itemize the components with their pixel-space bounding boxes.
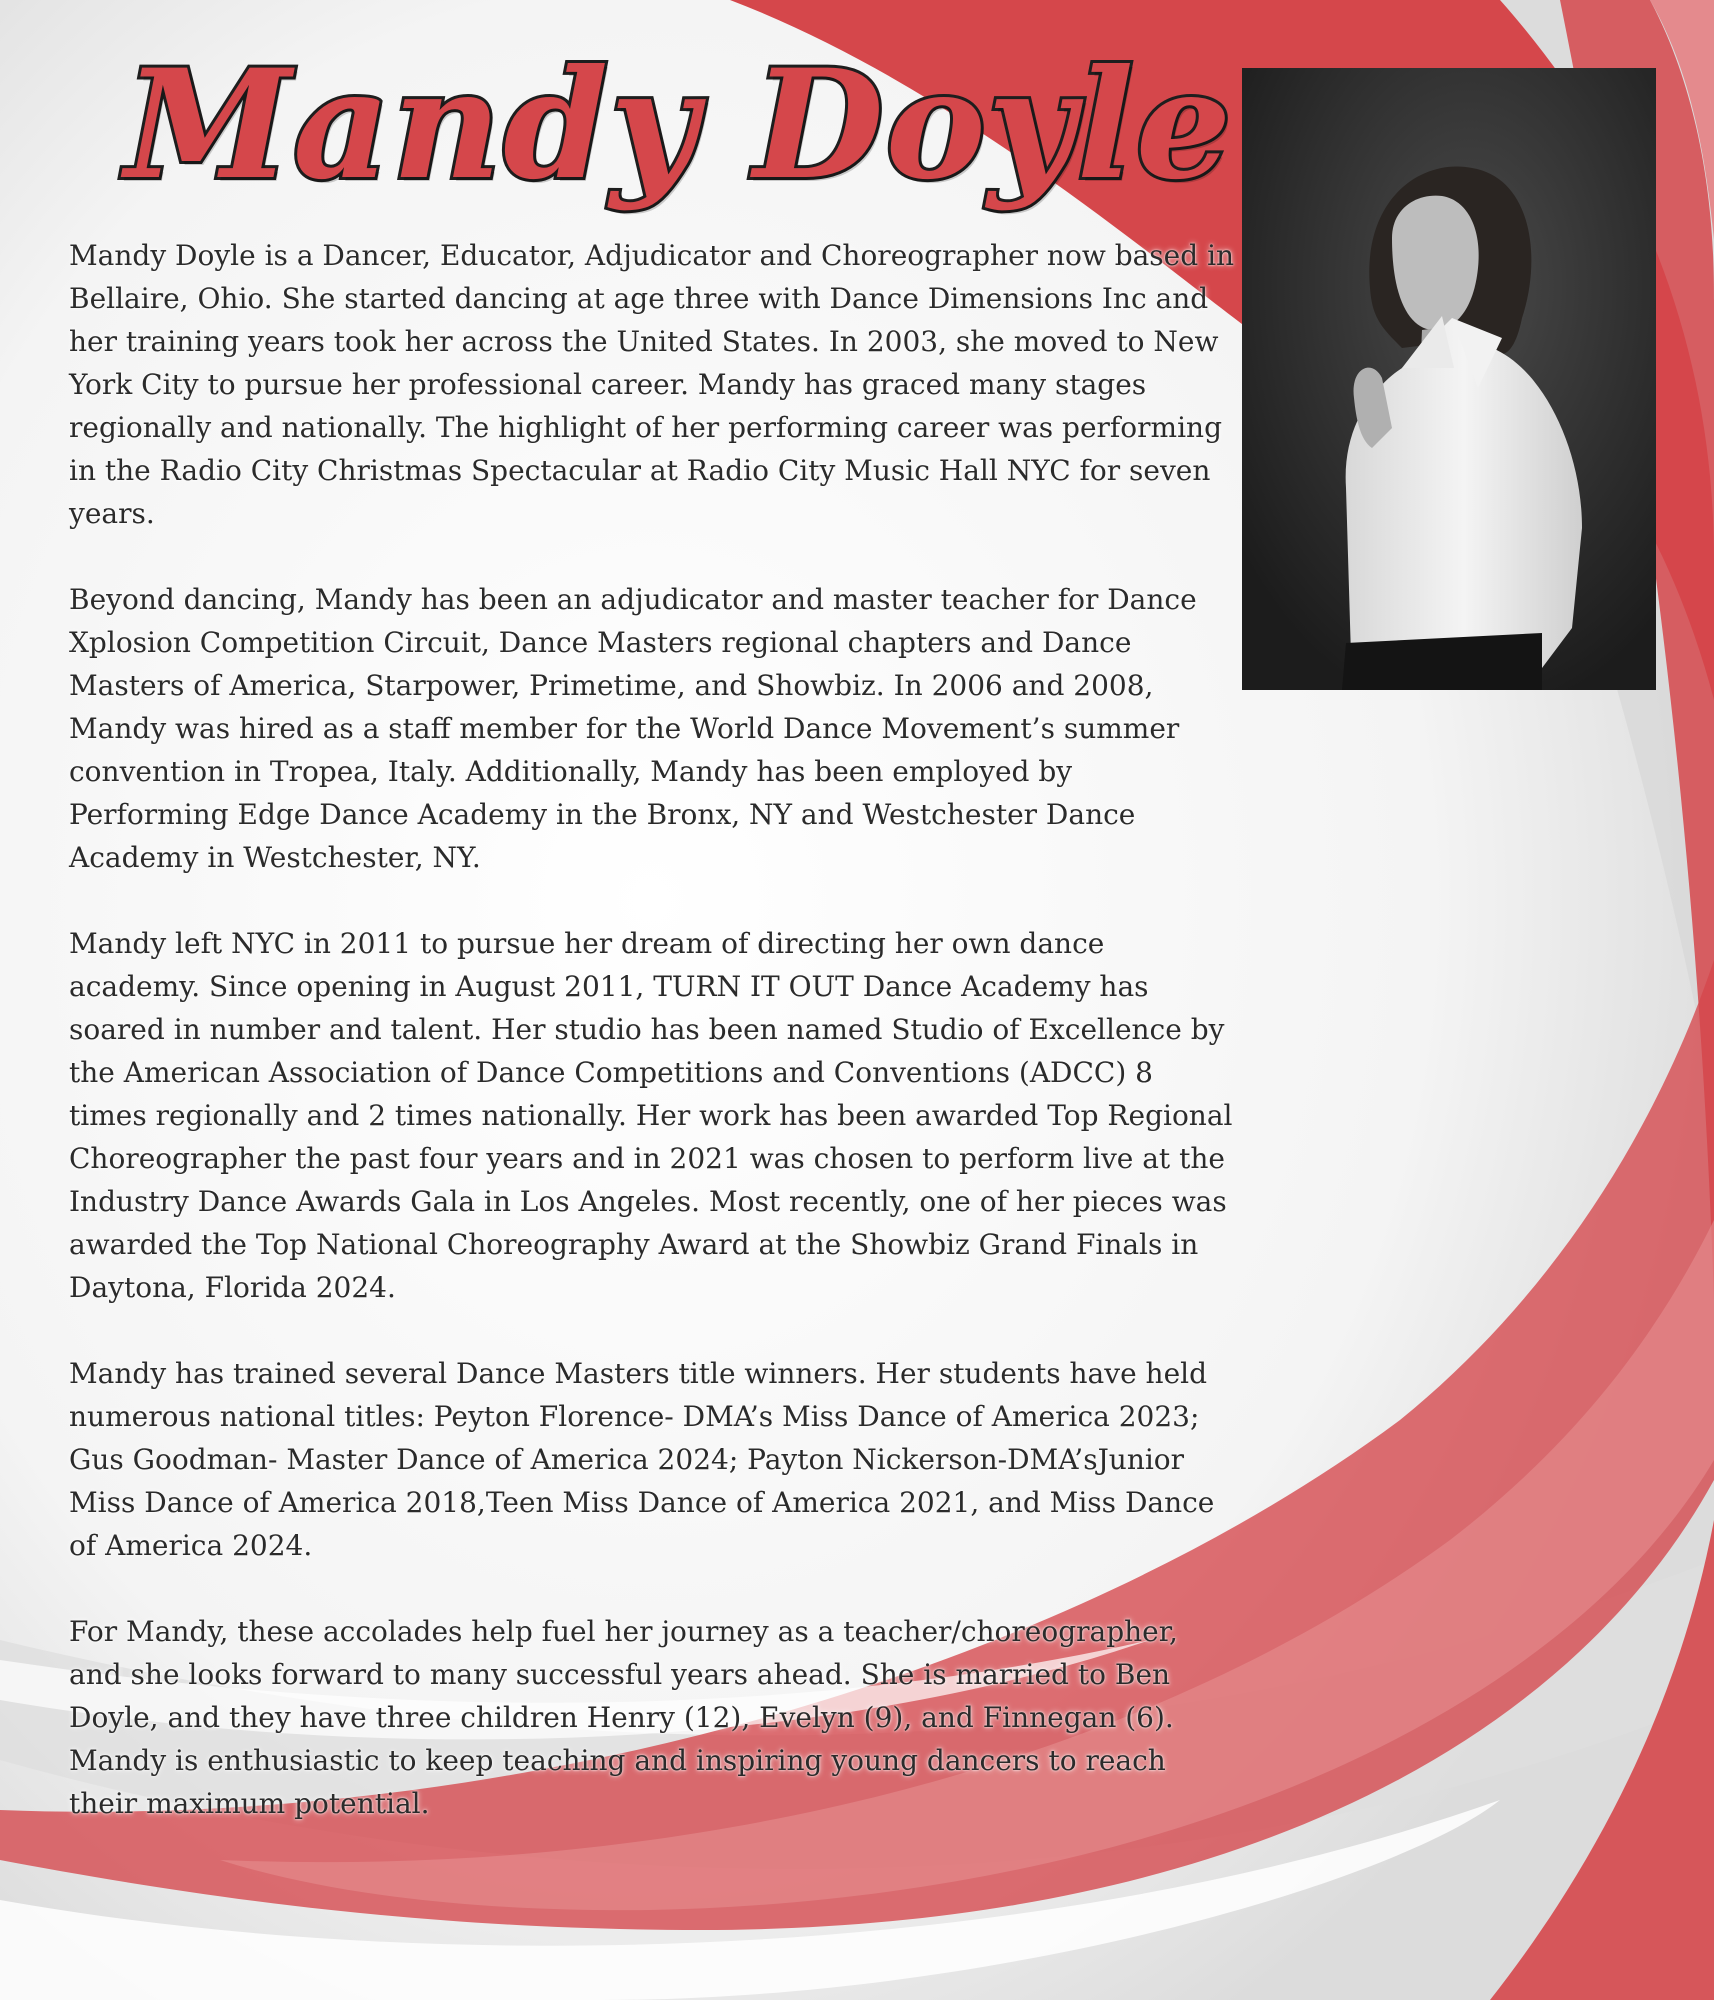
bio-text	[69, 234, 1239, 1825]
bio-paragraph: Mandy Doyle is a Dancer, Educator, Adjudicator and Choreographer now based in Bellaire, Ohio. She started dancing at age three with Dance Dimensions Inc and her training years took her across the United States. In 2003, she moved to New York City to pursue her professional career. Mandy has graced many stages regionally and nationally. The highlight of her performing career was performing in the Radio City Christmas Spectacular at Radio City Music Hall NYC for seven years.	[69, 239, 1235, 530]
bio-paragraph: Mandy left NYC in 2011 to pursue her dream of directing her own dance academy. Since opening in August 2011, TURN IT OUT Dance Academy has soared in number and talent. Her studio has been named Studio of Excellence by the American Association of Dance Competitions and Conventions (ADCC) 8 times regionally and 2 times nationally. Her work has been awarded Top Regional Choreographer the past four years and in 2021 was chosen to perform live at the Industry Dance Awards Gala in Los Angeles. Most recently, one of her pieces was awarded the Top National Choreography Award at the Showbiz Grand Finals in Daytona, Florida 2024.	[69, 927, 1233, 1304]
bio-paragraph: Beyond dancing, Mandy has been an adjudicator and master teacher for Dance Xplosion Competition Circuit, Dance Masters regional chapters and Dance Masters of America, Starpower, Primetime, and Showbiz. In 2006 and 2008, Mandy was hired as a staff member for the World Dance Movement’s summer convention in Tropea, Italy. Additionally, Mandy has been employed by Performing Edge Dance Academy in the Bronx, NY and Westchester Dance Academy in Westchester, NY.	[69, 583, 1197, 874]
bio-paragraph: Mandy has trained several Dance Masters title winners. Her students have held numerous national titles: Peyton Florence- DMA’s Miss Dance of America 2023; Gus Goodman- Master Dance of America 2024; Payton Nickerson-DMA’sJunior Miss Dance of America 2018,Teen Miss Dance of America 2021, and Miss Dance of America 2024.	[69, 1357, 1215, 1562]
bio-paragraph: For Mandy, these accolades help fuel her journey as a teacher/choreographer, and she looks forward to many successful years ahead. She is married to Ben Doyle, and they have three children Henry (12), Evelyn (9), and Finnegan (6). Mandy is enthusiastic to keep teaching and inspiring young dancers to reach their maximum potential.	[69, 1615, 1178, 1820]
profile-photo	[1242, 68, 1656, 690]
page-title: Mandy Doyle	[125, 37, 1234, 213]
